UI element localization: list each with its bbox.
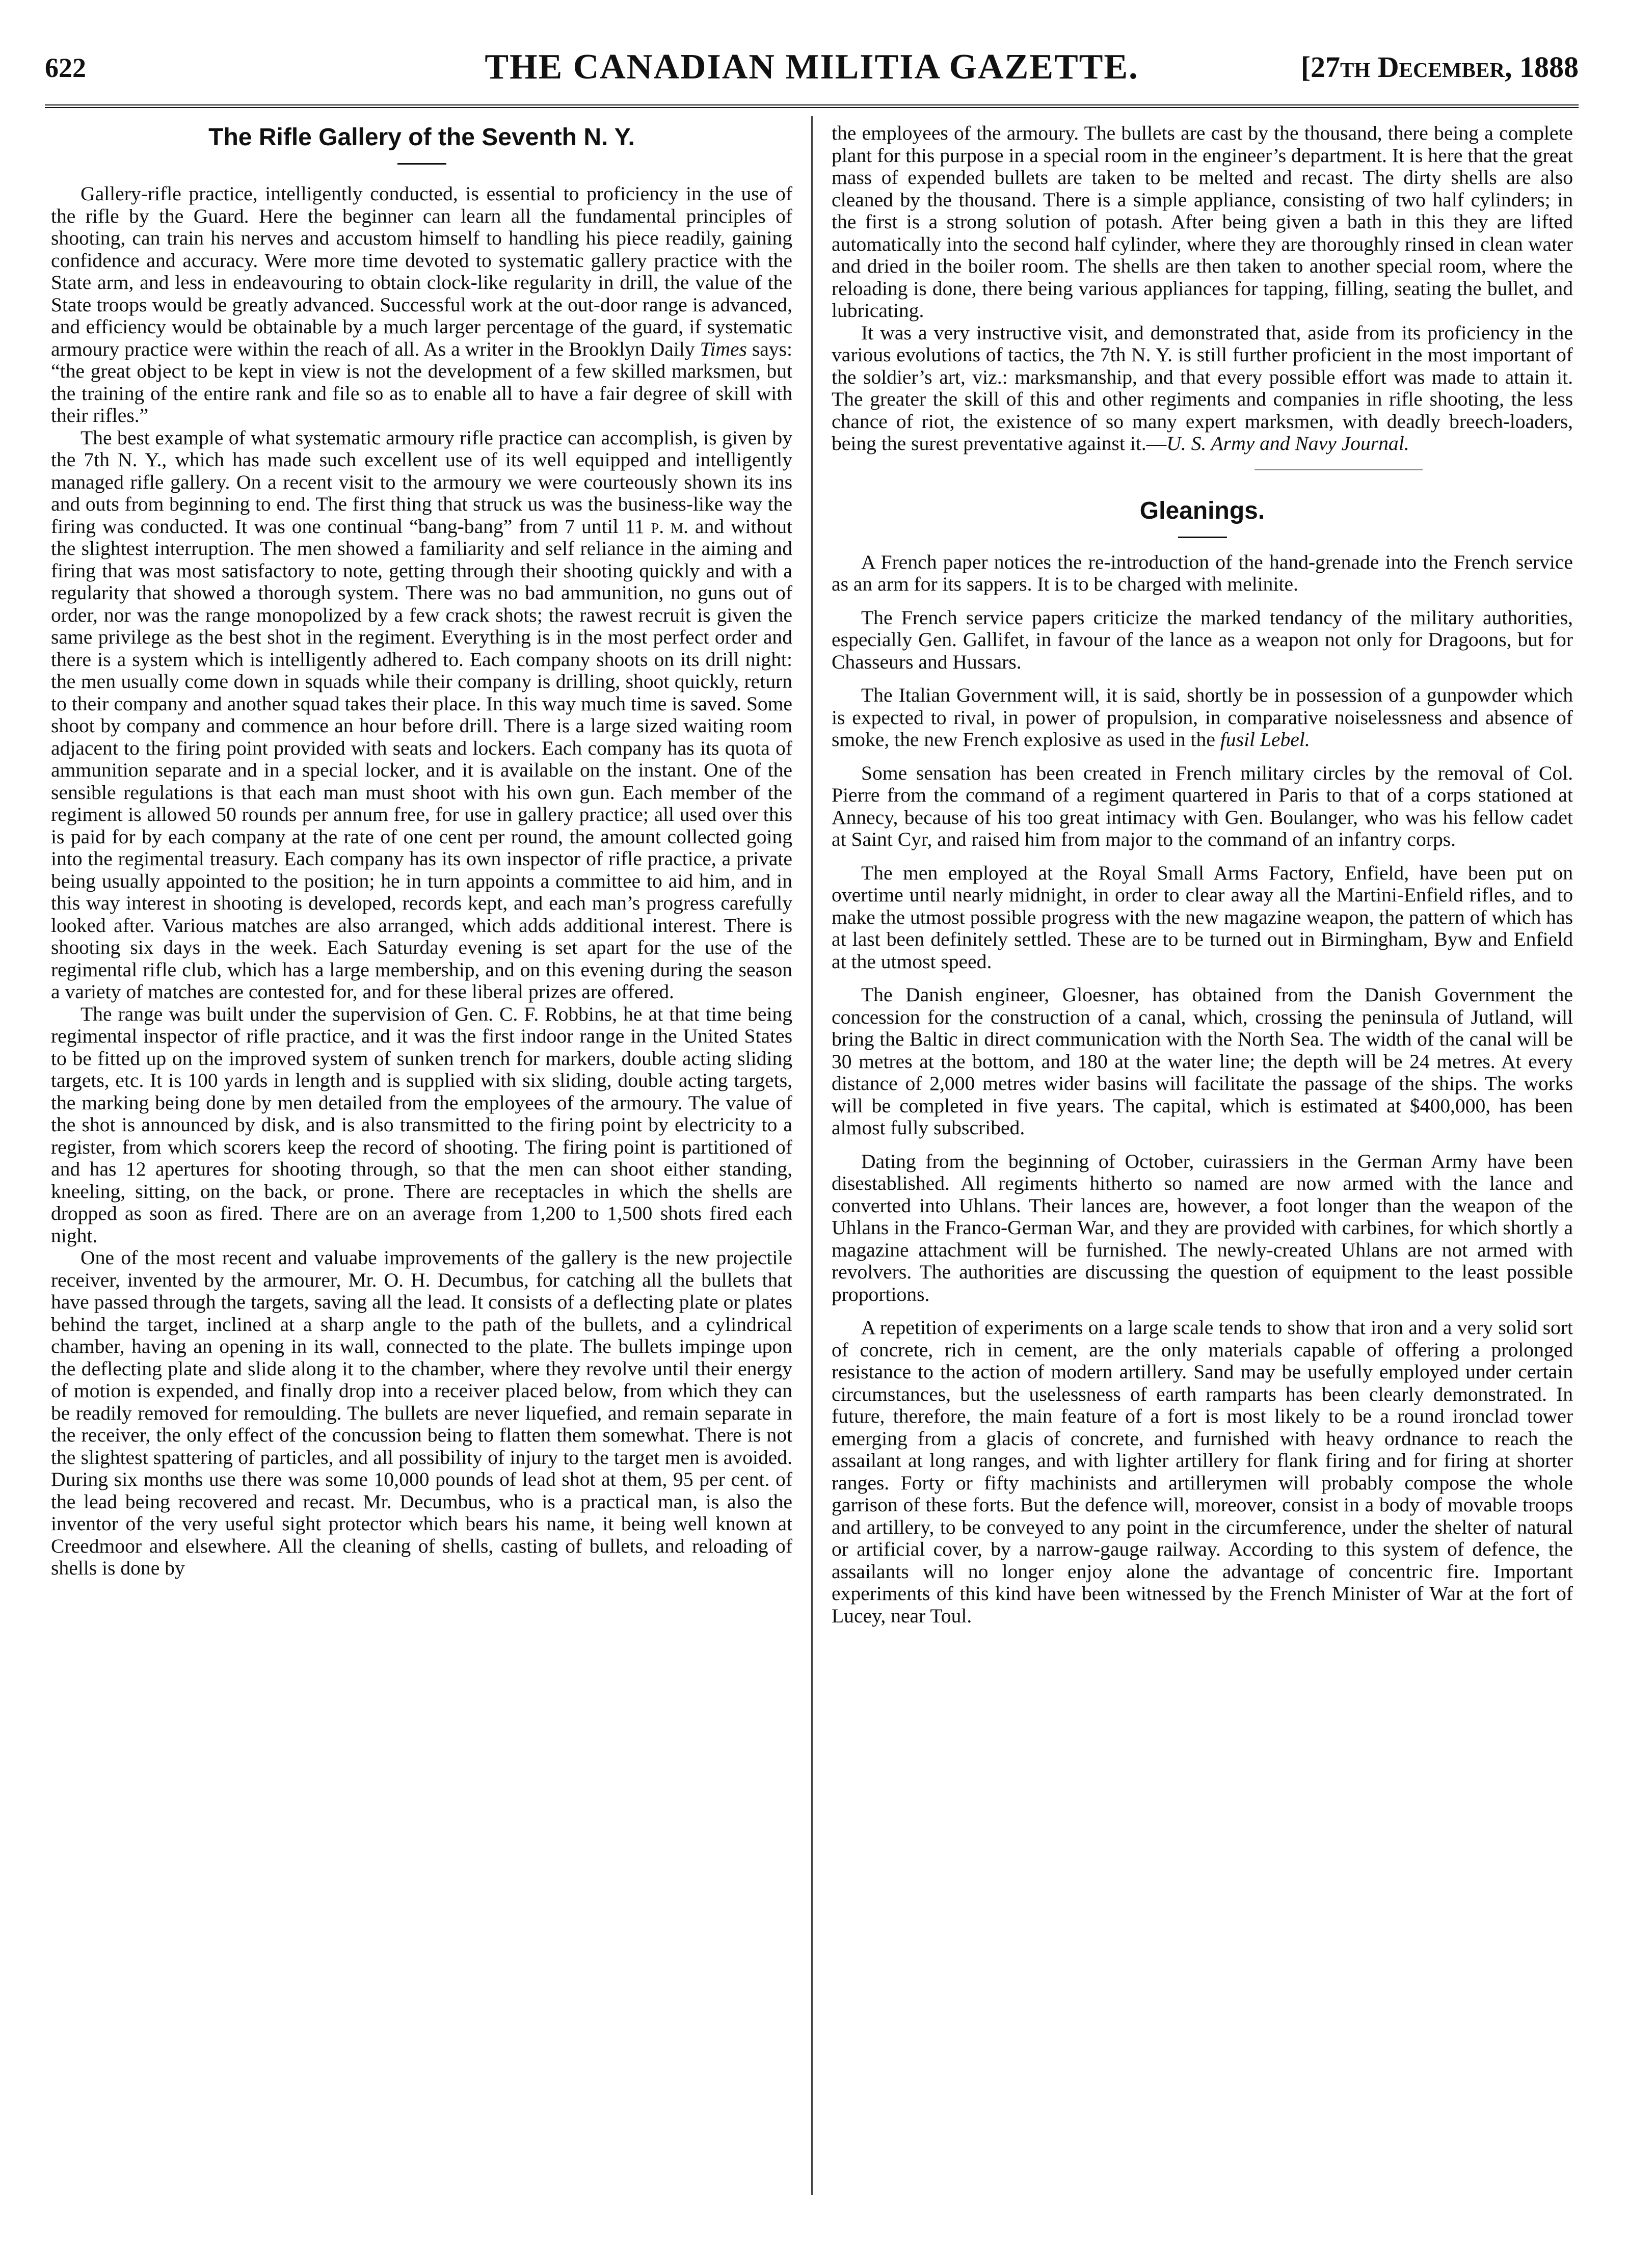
gleaning-item: Dating from the beginning of October, cuirassiers in the German Army have been disestablished. All regiments hitherto so named are now armed with the lance and converted into Uhlans. Their lances are, however, a foot longer than the weapon of the Uhlans in the Franco-German War, and they are provided with carbines, for which shortly a magazine attachment will be furnished. The newly-created Uhlans are not armed with revolvers. The authorities are discussing the question of equipment to the least possible proportions.	[832, 1150, 1573, 1305]
article-paragraph: the employees of the armoury. The bullets are cast by the thousand, there being a complete plant for this purpose in a special room in the engineer’s department. It is here that the great mass of expended bullets are taken to be melted and recast. The dirty shells are also cleaned by the thousand. There is a simple appliance, consisting of two half cylinders; in the first is a strong solution of potash. After being given a bath in this they are lifted automatically into the second half cylinder, where they are thoroughly rinsed in clean water and dried in the boiler room. The shells are then taken to another special room, where the reloading is done, there being various appliances for tapping, filling, seating the bullet, and lubricating.	[832, 122, 1573, 322]
article-paragraph: One of the most recent and valuabe improvements of the gallery is the new projectile receiver, invented by the armourer, Mr. O. H. Decumbus, for catching all the bullets that have passed through the targets, saving all the lead. It consists of a deflecting plate or plates behind the target, inclined at a sharp angle to the path of the bullets, and a cylindrical chamber, having an opening in its wall, connected to the plate. The bullets impinge upon the deflecting plate and slide along it to the chamber, where they revolve until their energy of motion is expended, and finally drop into a receiver placed below, from which they can be readily removed for remoulding. The bullets are never liquefied, and remain separate in the receiver, the only effect of the concussion being to flatten them somewhat. There is not the slightest spattering of particles, and all possibility of injury to the target men is avoided. During six months use there was some 10,000 pounds of lead shot at them, 95 per cent. of the lead being recovered and recast. Mr. Decumbus, who is a practical man, is also the inventor of the very useful sight protector which bears his name, it being well known at Creedmoor and elsewhere. All the cleaning of shells, casting of bullets, and reloading of shells is done by	[51, 1246, 792, 1579]
gleaning-item: The Italian Government will, it is said, shortly be in possession of a gunpowder which is expected to rival, in power of propulsion, in comparative noiselessness and absence of smoke, the new French explosive as used in the fusil Lebel.	[832, 684, 1573, 751]
right-column	[832, 122, 1573, 1638]
left-column	[51, 122, 792, 1580]
article-paragraph: The range was built under the supervision of Gen. C. F. Robbins, he at that time being regimental inspector of rifle practice, and it was the first indoor range in the United States to be fitted up on the improved system of sunken trench for markers, double acting sliding targets, etc. It is 100 yards in length and is supplied with six sliding, double acting targets, the marking being done by men detailed from the employees of the armoury. The value of the shot is announced by disk, and is also transmitted to the firing point by electricity to a register, from which scorers keep the record of shooting. The firing point is partitioned of and has 12 apertures for shooting through, so that the men can shoot either standing, kneeling, sitting, on the back, or prone. There are receptacles in which the shells are dropped as soon as fired. There are on an average from 1,200 to 1,500 shots fired each night.	[51, 1002, 792, 1247]
section-title: Gleanings.	[1139, 497, 1265, 524]
header-rule	[45, 104, 1579, 108]
issue-date: [27th December, 1888	[1300, 50, 1579, 84]
gleaning-item: The French service papers criticize the marked tendancy of the military authorities, especially Gen. Gallifet, in favour of the lance as a weapon not only for Dragoons, but for Chasseurs and Hussars.	[832, 606, 1573, 673]
column-divider	[811, 116, 813, 2195]
title-rule	[397, 163, 446, 165]
article-paragraph: It was a very instructive visit, and demonstrated that, aside from its proficiency in the various evolutions of tactics, the 7th N. Y. is still further proficient in the most important of the soldier’s art, viz.: marksmanship, and that every possible effort was made to attain it. The greater the skill of this and other regiments and companies in rifle shooting, the less chance of riot, the existence of so many expert marksmen, with deadly breech-loaders, being the surest preventative against it.—U. S. Army and Navy Journal.	[832, 321, 1573, 455]
gleaning-item: The Danish engineer, Gloesner, has obtained from the Danish Government the concession for the construction of a canal, which, crossing the peninsula of Jutland, will bring the Baltic in direct communication with the North Sea. The width of the canal will be 30 metres at the bottom, and 180 at the water line; the depth will be 24 metres. At every distance of 2,000 metres wider basins will facilitate the passage of the ships. The works will be completed in five years. The capital, which is estimated at $400,000, has been almost fully subscribed.	[832, 983, 1573, 1139]
gleanings-section	[832, 496, 1573, 1627]
page-number: 622	[45, 52, 86, 83]
gleaning-item: A French paper notices the re-introduction of the hand-grenade into the French service as an arm for its sappers. It is to be charged with melinite.	[832, 550, 1573, 595]
masthead: THE CANADIAN MILITIA GAZETTE.	[485, 47, 1139, 87]
gleaning-item: Some sensation has been created in French military circles by the removal of Col. Pierre from the command of a regiment quartered in Paris to that of a corps stationed at Annecy, because of his too great intimacy with Gen. Boulanger, who was his fellow cadet at Saint Cyr, and raised him from major to the command of an infantry corps.	[832, 761, 1573, 850]
gleaning-item: The men employed at the Royal Small Arms Factory, Enfield, have been put on overtime until nearly midnight, in order to clear away all the Martini-Enfield rifles, and to make the utmost possible progress with the new magazine weapon, the pattern of which has at last been definitely settled. These are to be turned out in Birmingham, Byw and Enfield at the utmost speed.	[832, 861, 1573, 973]
gleaning-item: A repetition of experiments on a large scale tends to show that iron and a very solid sort of concrete, rich in cement, are the only materials capable of offering a prolonged resistance to the action of modern artillery. Sand may be usefully employed under certain circumstances, but the uselessness of earth ramparts has been clearly demonstrated. In future, therefore, the main feature of a fort is most likely to be a round ironclad tower emerging from a glacis of concrete, and furnished with heavy ordnance to reach the assailant at long ranges, and with lighter artillery for flank firing and for firing at shorter ranges. Forty or fifty machinists and artillerymen will probably compose the whole garrison of these forts. But the defence will, moreover, consist in a body of movable troops and artillery, to be conveyed to any point in the circumference, under the shelter of natural or artificial cover, by a narrow-gauge railway. According to this system of defence, the assailants will no longer enjoy alone the advantage of concentric fire. Important experiments of this kind have been witnessed by the French Minister of War at the fort of Lucey, near Toul.	[832, 1316, 1573, 1627]
title-rule	[1178, 537, 1227, 538]
article-paragraph: The best example of what systematic armoury rifle practice can accomplish, is given by the 7th N. Y., which has made such excellent use of its well equipped and intelligently managed rifle gallery. On a recent visit to the armoury we were courteously shown its ins and outs from beginning to end. The first thing that struck us was the business-like way the firing was conducted. It was one continual “bang-bang” from 7 until 11 p. m. and without the slightest interruption. The men showed a familiarity and self reliance in the aiming and firing that was most satisfactory to note, getting through their shooting quickly and with a regularity that showed a thorough system. There was no bad ammunition, no guns out of order, nor was the range monopolized by a few crack shots; the rawest recruit is given the same privilege as the best shot in the regiment. Everything is in the most perfect order and there is a system which is intelligently adhered to. Each company shoots on its drill night: the men usually come down in squads while their company is drilling, shoot quickly, return to their company and another squad takes their place. In this way much time is saved. Some shoot by company and commence an hour before drill. There is a large sized waiting room adjacent to the firing point provided with seats and lockers. Each company has its quota of ammunition separate and in a special locker, and it is available on the instant. One of the sensible regulations is that each man must shoot with his own gun. Each member of the regiment is allowed 50 rounds per annum free, for use in gallery practice; all used over this is paid for by each company at the rate of one cent per round, the amount collected going into the regimental treasury. Each company has its own inspector of rifle practice, a private being usually appointed to the position; he in turn appoints a committee to aid him, and in this way interest in shooting is developed, records kept, and each man’s progress carefully looked after. Various matches are also arranged, which adds additional interest. There is shooting six days in the week. Each Saturday evening is set apart for the use of the regimental rifle club, which has a large membership, and on this evening during the season a variety of matches are contested for, and for these liberal prizes are offered.	[51, 426, 793, 1003]
page-header	[45, 47, 1579, 93]
article-paragraph: Gallery-rifle practice, intelligently conducted, is essential to proficiency in the use of the rifle by the Guard. Here the beginner can learn all the fundamental principles of shooting, can train his nerves and accustom himself to handling his piece readily, gaining confidence and accuracy. Were more time devoted to systematic gallery practice with the State arm, and less in endeavouring to obtain clock-like regularity in drill, the value of the State troops would be greatly advanced. Successful work at the out-door range is advanced, and efficiency would be obtainable by a much larger percentage of the guard, if systematic armoury practice were within the reach of all. As a writer in the Brooklyn Daily Times says: “the great object to be kept in view is not the development of a few skilled marksmen, but the training of the entire rank and file so as to enable all to have a fair degree of skill with their rifles.”	[51, 182, 792, 426]
section-separator	[1255, 469, 1423, 470]
article-title: The Rifle Gallery of the Seventh N. Y.	[208, 124, 635, 151]
